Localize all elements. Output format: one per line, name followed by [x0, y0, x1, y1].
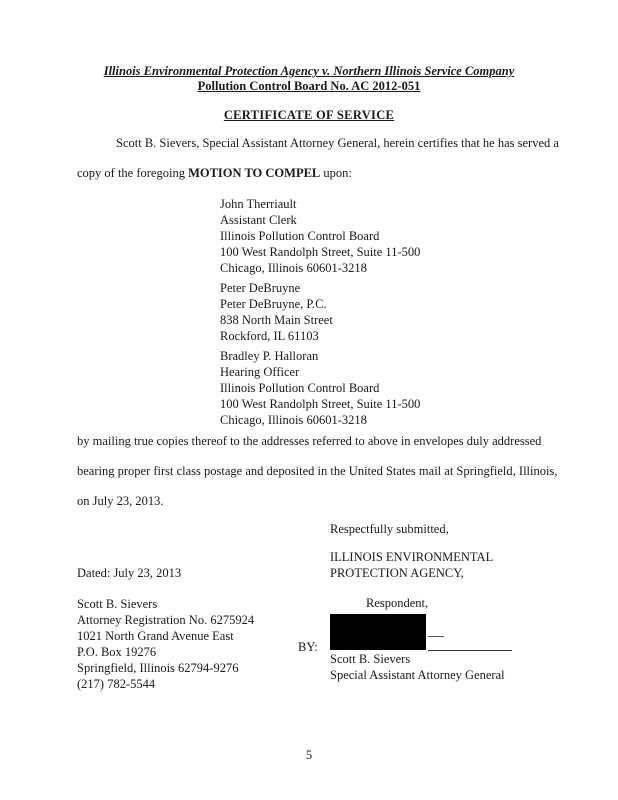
redacted-signature [330, 614, 426, 650]
page-number: 5 [305, 748, 313, 762]
date-line: Dated: July 23, 2013 [77, 566, 182, 580]
attorney-contact-block: Scott B. Sievers Attorney Registration No. 6275924 1021 North Grand Avenue East P.O. Box 19276 Springfield, Illinois 62794-9276 (217) 782-5544 [77, 597, 255, 691]
signer-name: Scott B. Sievers [330, 652, 411, 666]
service-line-2: bearing proper first class postage and deposited in the United States mail at Springfield, Illinois, [77, 464, 558, 478]
signature-stroke [428, 636, 444, 637]
certificate-heading: CERTIFICATE OF SERVICE [223, 108, 395, 122]
recipient-address: Peter DeBruyne Peter DeBruyne, P.C. 838 North Main Street Rockford, IL 61103 [220, 281, 333, 343]
signer-title: Special Assistant Attorney General [330, 668, 505, 682]
intro-line-2: copy of the foregoing MOTION TO COMPEL upon: [77, 166, 352, 180]
document-title: MOTION TO COMPEL [188, 166, 321, 180]
signature-line [428, 650, 512, 651]
service-line-1: by mailing true copies thereof to the addresses referred to above in envelopes duly addressed [77, 434, 542, 448]
recipient-address: Bradley P. Halloran Hearing Officer Illinois Pollution Control Board 100 West Randolph Street, Suite 11-500 Chicago, Illinois 60601-3218 [220, 349, 421, 427]
intro-line-1: Scott B. Sievers, Special Assistant Attorney General, herein certifies that he has served a [116, 136, 559, 150]
respondent-label: Respondent, [366, 596, 429, 610]
case-caption-title: Illinois Environmental Protection Agency v. Northern Illinois Service Company [103, 64, 515, 78]
agency-name-line-1: ILLINOIS ENVIRONMENTAL [330, 550, 494, 564]
service-line-3: on July 23, 2013. [77, 494, 164, 508]
recipient-address: John Therriault Assistant Clerk Illinois Pollution Control Board 100 West Randolph Street, Suite 11-500 Chicago, Illinois 60601-3218 [220, 197, 421, 275]
case-number: Pollution Control Board No. AC 2012-051 [197, 79, 421, 93]
agency-name-line-2: PROTECTION AGENCY, [330, 566, 464, 580]
respectfully-submitted: Respectfully submitted, [330, 522, 449, 536]
by-label: BY: [298, 640, 318, 654]
